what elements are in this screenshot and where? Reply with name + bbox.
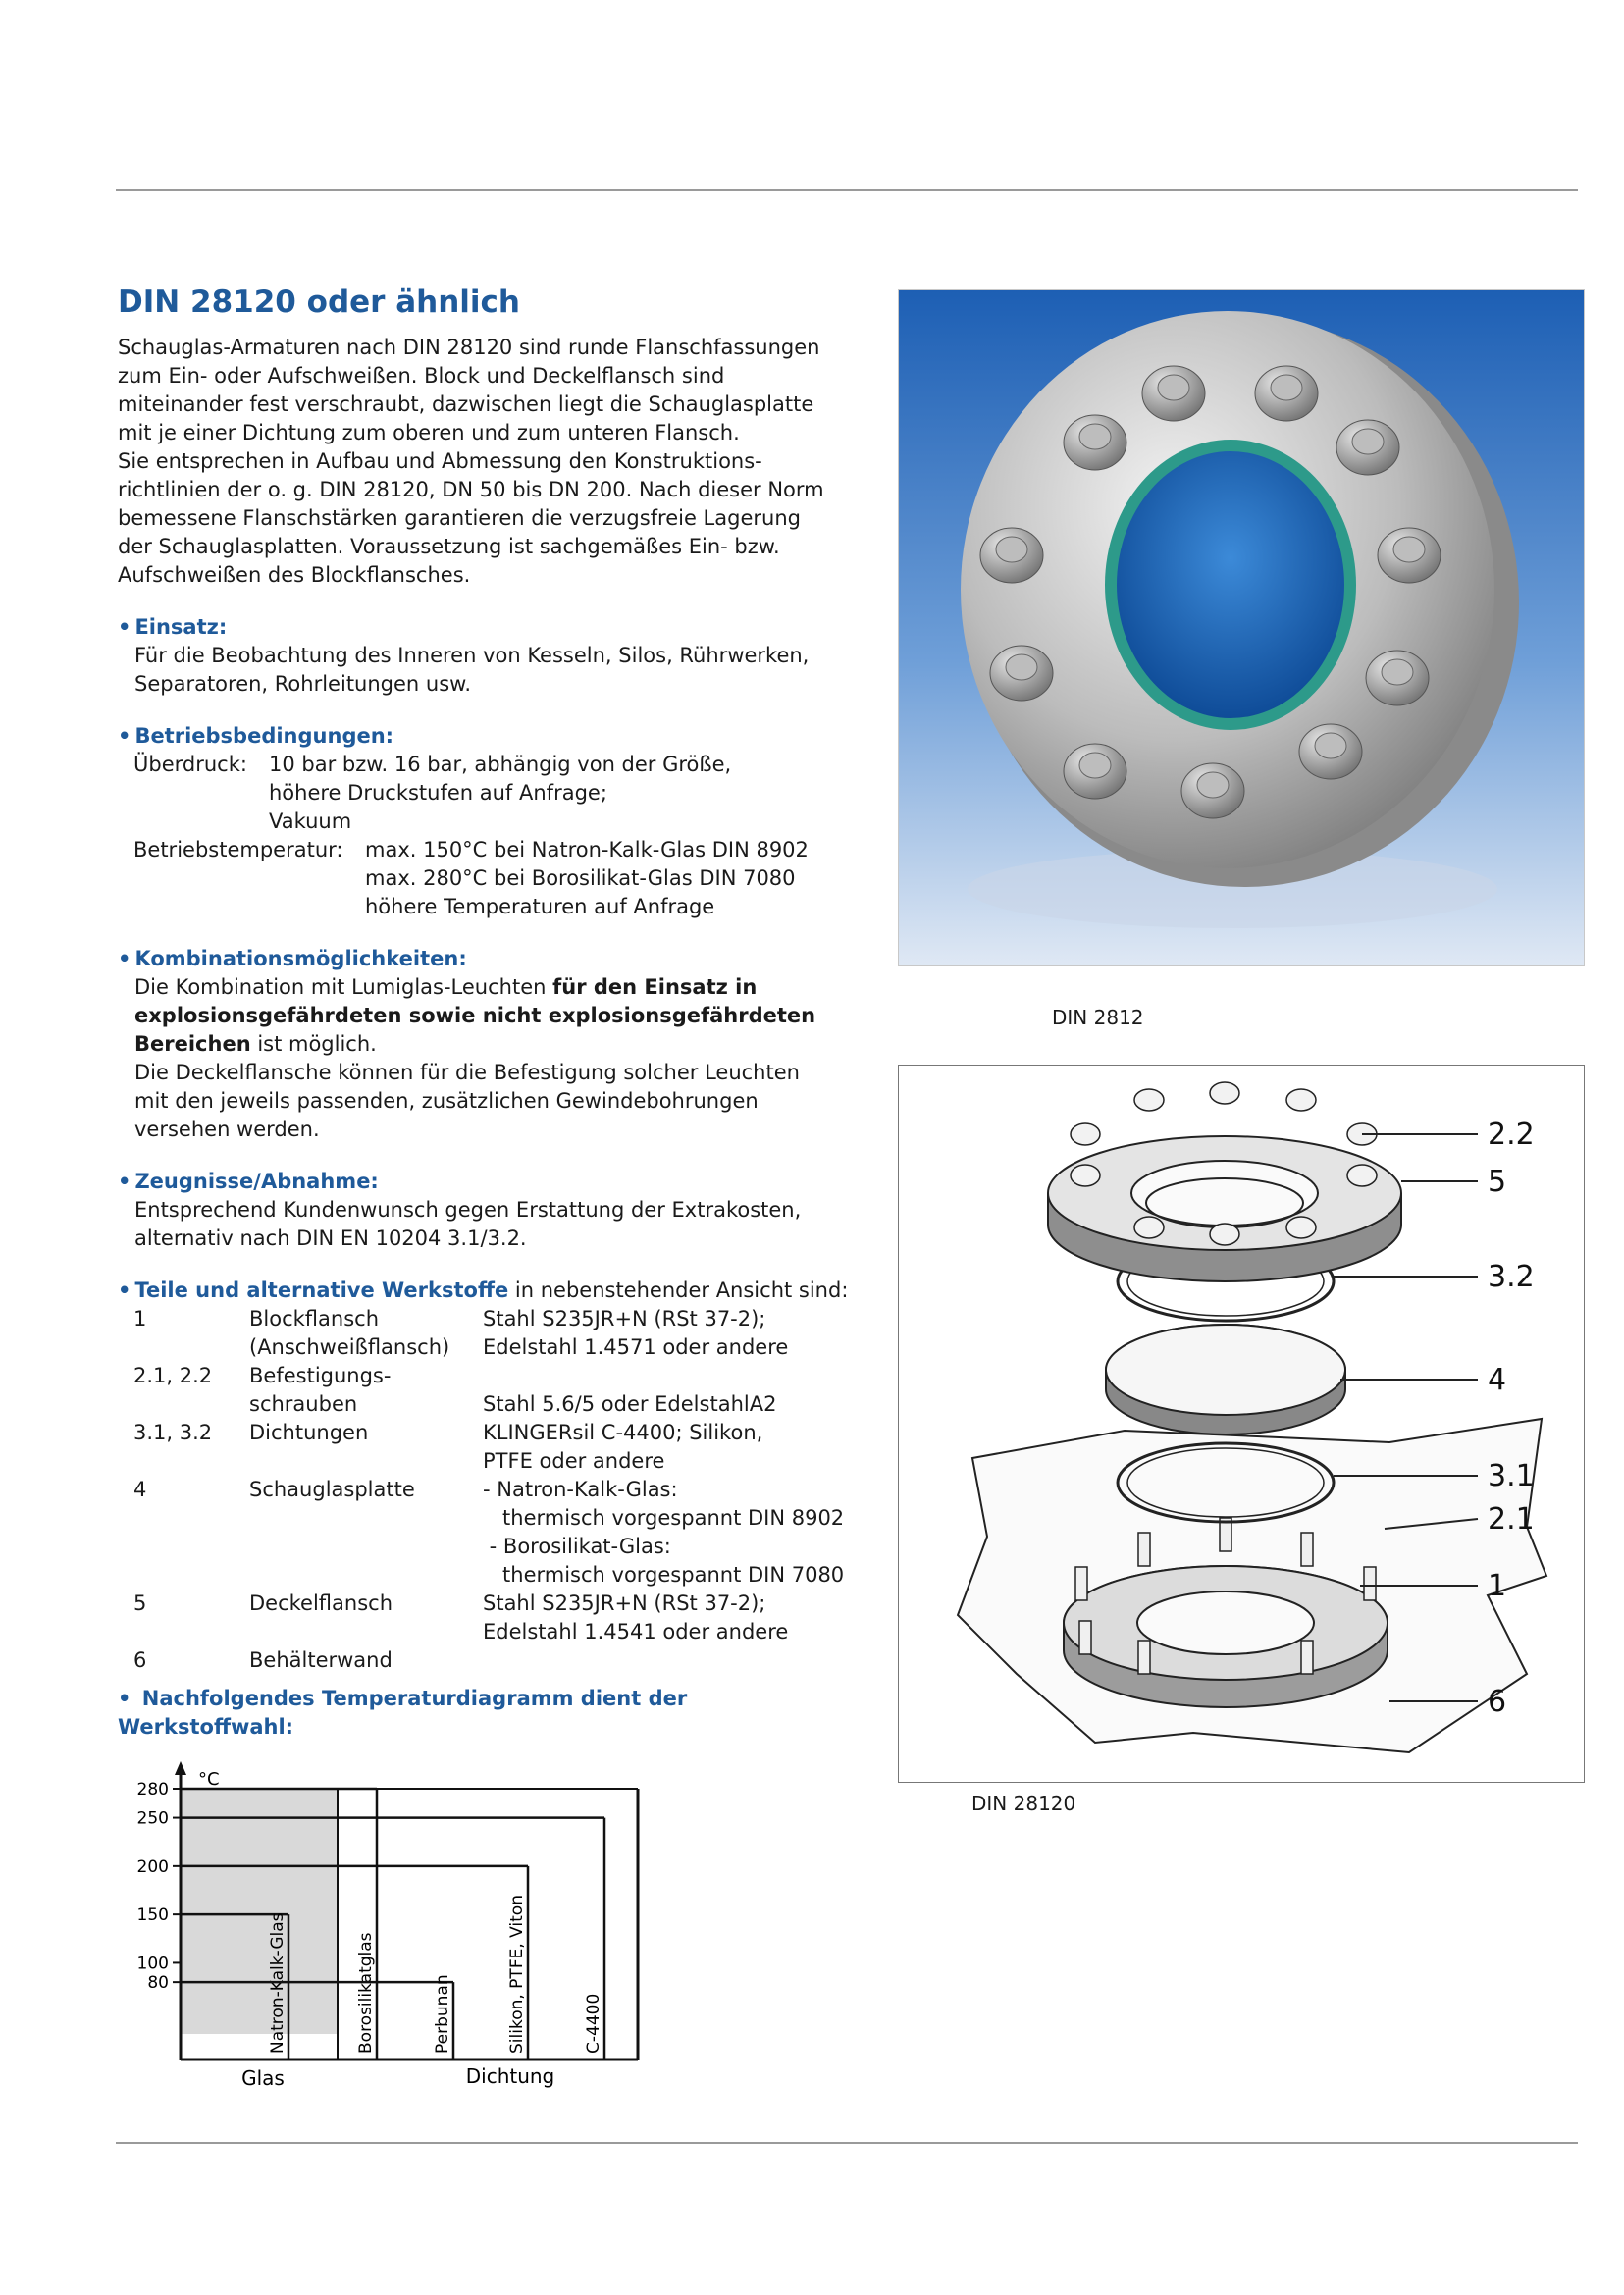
parts-row [118,1618,864,1646]
stud-icon [1079,1621,1091,1654]
intro-line: richtlinien der o. g. DIN 28120, DN 50 bis DN 200. Nach dieser Norm [118,478,824,501]
ueberdruck-line: 10 bar bzw. 16 bar, abhängig von der Größe, [269,753,732,776]
section-einsatz [118,613,864,699]
bolt-end-icon [1382,659,1413,685]
part-number [118,1390,249,1419]
intro-line: bemessene Flanschstärken garantieren die verzugsfreie Lagerung [118,506,801,530]
intro-line: der Schauglasplatten. Voraussetzung ist sachgemäßes Ein- bzw. [118,535,780,558]
intro-line: Schauglas-Armaturen nach DIN 28120 sind runde Flanschfassungen [118,336,820,359]
exploded-view-svg [899,1066,1584,1782]
stud-icon [1138,1533,1150,1566]
parts-row [118,1646,864,1675]
heading-diagramm: Nachfolgendes Temperaturdiagramm dient der Werkstoffwahl: [118,1687,688,1739]
callout-4: 4 [1488,1363,1507,1397]
intro-paragraph [118,334,864,590]
bolt-end-icon [1197,772,1229,798]
einsatz-line: Separatoren, Rohrleitungen usw. [134,672,472,696]
kombi-text: Die Kombination mit Lumiglas-Leuchten [134,975,553,999]
y-tick-label: 80 [147,1973,169,1994]
parts-row [118,1390,864,1419]
parts-row [118,1362,864,1390]
intro-line: Sie entsprechen in Aufbau und Abmessung den Konstruktions- [118,449,762,473]
part-name [249,1561,483,1590]
part-number: 1 [133,1307,147,1330]
bolt-end-icon [1393,537,1425,562]
part-number [118,1561,249,1590]
category-label: C-4400 [584,1993,603,2054]
category-label: Perbunan [433,1974,452,2054]
bolt-end-icon [1079,424,1111,449]
part-name: Befestigungs- [249,1364,392,1387]
bullet-icon: • [118,1278,131,1302]
top-rule [116,189,1578,191]
part-material: - Natron-Kalk-Glas: [483,1478,678,1501]
part-name [249,1618,483,1646]
part-material [483,1646,864,1675]
bottom-rule [116,2142,1578,2144]
text-column [118,285,864,1742]
part-number: 6 [133,1648,147,1672]
part-name: Behälterwand [249,1648,393,1672]
y-unit-label: °C [198,1769,220,1790]
ueberdruck-line: höhere Druckstufen auf Anfrage; [269,781,607,805]
kombi-bold: Bereichen [134,1032,251,1056]
part-material: Stahl S235JR+N (RSt 37-2); [483,1307,766,1330]
temperature-chart [116,1761,665,2105]
kombi-text: ist möglich. [250,1032,377,1056]
section-zeugnisse [118,1168,864,1253]
parts-row [118,1419,864,1447]
part-material: Edelstahl 1.4541 oder andere [483,1620,789,1643]
flange-bolt-icon [1286,1217,1316,1238]
part-number [118,1447,249,1476]
part-name [249,1533,483,1561]
group-label-glas: Glas [241,2066,285,2090]
section-kombination [118,945,864,1144]
kombi-line: versehen werden. [134,1118,320,1141]
part-material: - Borosilikat-Glas: [483,1535,671,1558]
page-title: DIN 28120 oder ähnlich [118,285,520,320]
parts-row [118,1590,864,1618]
heading-einsatz: Einsatz: [134,615,228,639]
callout-3-1: 3.1 [1488,1459,1535,1493]
stud-icon [1301,1641,1313,1674]
part-material: PTFE oder andere [483,1449,665,1473]
bolt-end-icon [1315,733,1346,758]
callout-3-2: 3.2 [1488,1260,1535,1294]
parts-row [118,1333,864,1362]
bullet-icon: • [118,1687,131,1710]
temperatur-line: max. 150°C bei Natron-Kalk-Glas DIN 8902 [365,838,809,861]
y-tick-label: 200 [136,1856,169,1877]
parts-table [118,1305,864,1675]
parts-row [118,1504,864,1533]
heading-teile: Teile und alternative Werkstoffe [134,1278,509,1302]
photo-caption: DIN 2812 [1052,1006,1144,1029]
kombi-bold: explosionsgefährdeten sowie nicht explosionsgefährdeten [134,1004,816,1027]
callout-1: 1 [1488,1569,1507,1603]
part-material [483,1362,864,1390]
bolt-end-icon [1006,654,1037,680]
parts-row [118,1533,864,1561]
part-name: Blockflansch [249,1307,379,1330]
section-teile [118,1277,864,1675]
intro-line: mit je einer Dichtung zum oberen und zum unteren Flansch. [118,421,740,444]
bullet-icon: • [118,1170,131,1193]
stud-icon [1138,1641,1150,1674]
category-label: Borosilikatglas [356,1932,376,2054]
sight-glass-image [899,290,1584,965]
part-name [249,1504,483,1533]
flange-bolt-icon [1210,1224,1239,1245]
temperatur-line: max. 280°C bei Borosilikat-Glas DIN 7080 [365,866,796,890]
heading-kombination: Kombinationsmöglichkeiten: [134,947,467,970]
stud-icon [1075,1567,1087,1600]
part-name: Deckelflansch [249,1591,393,1615]
callout-6: 6 [1488,1685,1507,1719]
exploded-drawing [898,1065,1585,1783]
flange-bolt-icon [1347,1165,1377,1186]
flange-bolt-icon [1210,1082,1239,1104]
y-tick-label: 250 [136,1808,169,1829]
einsatz-line: Für die Beobachtung des Inneren von Kesseln, Silos, Rührwerken, [134,644,810,667]
y-tick-label: 100 [136,1954,169,1974]
part-number [118,1504,249,1533]
part-number: 2.1, 2.2 [133,1364,213,1387]
bolt-end-icon [996,537,1027,562]
y-tick-label: 280 [136,1780,169,1799]
intro-line: zum Ein- oder Aufschweißen. Block und Deckelflansch sind [118,364,725,388]
parts-row [118,1305,864,1333]
part-name [249,1447,483,1476]
category-label: Silikon, PTFE, Viton [507,1895,527,2054]
part-name: Schauglasplatte [249,1478,415,1501]
part-number [118,1333,249,1362]
ueberdruck-line: Vakuum [269,809,352,833]
parts-row [118,1476,864,1504]
heading-betrieb: Betriebsbedingungen: [134,724,394,748]
temperatur-label: Betriebstemperatur: [133,838,343,861]
part-number: 4 [133,1478,147,1501]
part-name: (Anschweißflansch) [249,1335,450,1359]
intro-line: miteinander fest verschraubt, dazwischen liegt die Schauglasplatte [118,392,814,416]
y-axis-arrow-icon [175,1761,186,1775]
flange-bolt-icon [1071,1165,1100,1186]
parts-row [118,1447,864,1476]
parts-row [118,1561,864,1590]
part-material: KLINGERsil C-4400; Silikon, [483,1421,763,1444]
kombi-line: mit den jeweils passenden, zusätzlichen Gewindebohrungen [134,1089,759,1113]
bolt-end-icon [1158,375,1189,400]
part-number [118,1618,249,1646]
flange-bolt-icon [1071,1123,1100,1145]
drawing-caption: DIN 28120 [971,1792,1076,1815]
temperatur-line: höhere Temperaturen auf Anfrage [365,895,715,918]
flange-bolt-icon [1134,1217,1164,1238]
part-material: thermisch vorgespannt DIN 7080 [483,1563,845,1587]
flange-bolt-icon [1134,1089,1164,1111]
kombi-bold: für den Einsatz in [552,975,758,999]
group-label-dichtung: Dichtung [465,2064,555,2088]
bullet-icon: • [118,724,131,748]
bolt-end-icon [1352,429,1384,454]
section-betrieb [118,722,864,921]
part-name: schrauben [249,1392,358,1416]
stud-icon [1364,1567,1376,1600]
part-material: Stahl S235JR+N (RSt 37-2); [483,1591,766,1615]
heading-zeugnisse: Zeugnisse/Abnahme: [134,1170,379,1193]
kombi-line: Die Deckelflansche können für die Befestigung solcher Leuchten [134,1061,800,1084]
product-photo [898,289,1585,966]
bullet-icon: • [118,615,131,639]
callout-2-2: 2.2 [1488,1118,1535,1152]
part-number: 5 [133,1591,147,1615]
ueberdruck-label: Überdruck: [133,753,247,776]
zeugnisse-line: alternativ nach DIN EN 10204 3.1/3.2. [134,1226,527,1250]
part-material: thermisch vorgespannt DIN 8902 [483,1506,845,1530]
glass-range-shade [181,1789,338,2034]
category-label: Natron-Kalk-Glas [268,1912,288,2054]
flange-bolt-icon [1286,1089,1316,1111]
bolt-end-icon [1271,375,1302,400]
y-tick-label: 150 [136,1905,169,1926]
heading-teile-rest: in nebenstehender Ansicht sind: [508,1278,849,1302]
zeugnisse-line: Entsprechend Kundenwunsch gegen Erstattung der Extrakosten, [134,1198,802,1222]
stud-icon [1301,1533,1313,1566]
bullet-icon: • [118,947,131,970]
callout-2-1: 2.1 [1488,1502,1535,1537]
part-number: 3.1, 3.2 [133,1421,213,1444]
intro-line: Aufschweißen des Blockflansches. [118,563,471,587]
part-material: Stahl 5.6/5 oder EdelstahlA2 [483,1392,777,1416]
bolt-end-icon [1079,753,1111,778]
callout-5: 5 [1488,1165,1507,1199]
part-number [118,1533,249,1561]
part-name: Dichtungen [249,1421,369,1444]
part-material: Edelstahl 1.4571 oder andere [483,1335,789,1359]
